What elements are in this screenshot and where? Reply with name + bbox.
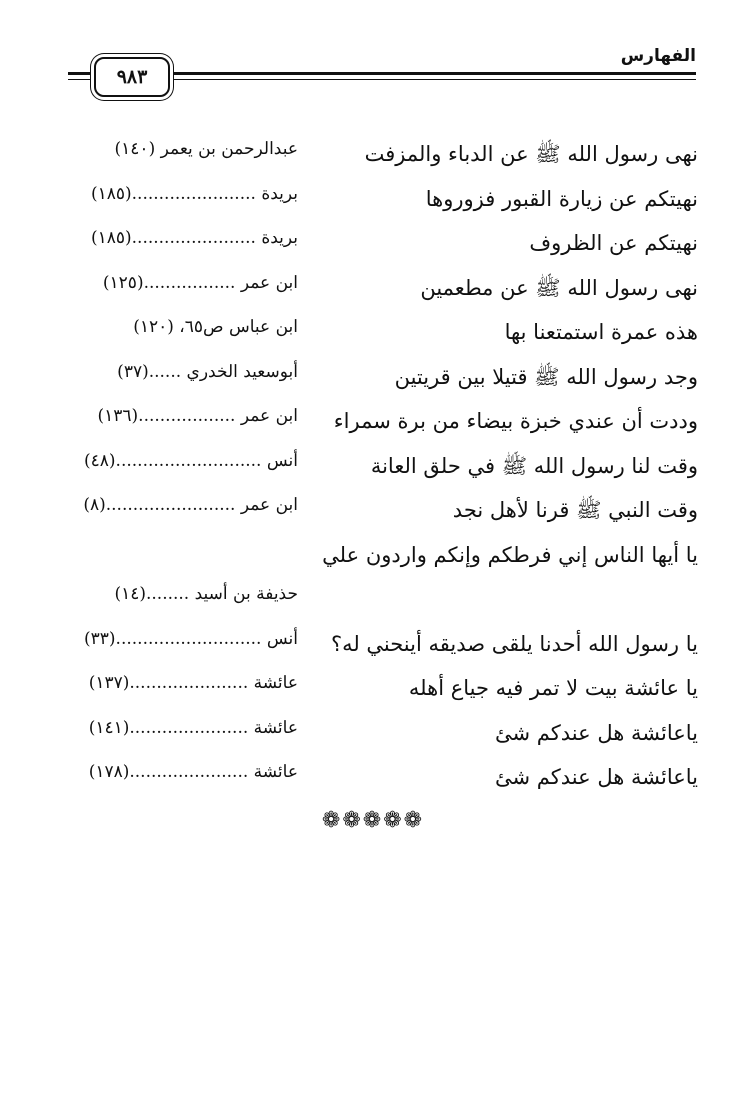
index-row xyxy=(68,262,698,307)
hadith-text: نهيتكم عن زيارة القبور فزوروها xyxy=(425,186,698,211)
hadith-text: نهيتكم عن الظروف xyxy=(529,231,698,255)
index-list xyxy=(68,128,698,796)
index-row xyxy=(68,173,698,218)
narrator-reference: عبدالرحمن بن يعمر (١٤٠) xyxy=(114,139,298,159)
hadith-text: ياعائشة هل عندكم شئ xyxy=(495,765,698,789)
index-row xyxy=(68,618,698,663)
index-row xyxy=(68,306,698,351)
narrator-reference: عائشة ......................(١٤١) xyxy=(88,717,298,738)
index-row xyxy=(68,707,698,752)
hadith-text: وقت لنا رسول الله ﷺ في حلق العانة xyxy=(370,453,698,478)
narrator-reference: بريدة .......................(١٨٥) xyxy=(90,228,298,248)
hadith-text: يا أيها الناس إني فرطكم وإنكم واردون علي xyxy=(322,542,698,567)
hadith-text: وقت النبي ﷺ قرنا لأهل نجد xyxy=(452,498,698,522)
narrator-reference: ابن عباس ص٦٥، (١٢٠) xyxy=(133,317,298,337)
narrator-reference: بريدة .......................(١٨٥) xyxy=(90,183,298,204)
section-title: الفهارس xyxy=(620,46,696,66)
narrator-reference: عائشة ......................(١٣٧) xyxy=(88,673,298,693)
hadith-text: نهى رسول الله ﷺ عن الدباء والمزفت xyxy=(364,142,698,166)
narrator-reference: أنس ...........................(٣٣) xyxy=(84,628,298,649)
narrator-reference: أنس ...........................(٤٨) xyxy=(84,450,298,471)
index-row xyxy=(68,440,698,485)
narrator-reference: أبوسعيد الخدري ......(٣٧) xyxy=(117,361,298,382)
narrator-reference: عائشة ......................(١٧٨) xyxy=(88,762,298,782)
index-row xyxy=(68,128,698,173)
index-row xyxy=(68,484,698,529)
hadith-text: نهى رسول الله ﷺ عن مطعمين xyxy=(420,275,698,300)
hadith-text: وجد رسول الله ﷺ قتيلا بين قريتين xyxy=(394,364,698,389)
index-row xyxy=(68,395,698,440)
flower-ornament-icon: ❁❁❁❁❁ xyxy=(321,808,425,833)
narrator-reference: ابن عمر ..................(١٣٦) xyxy=(97,406,298,426)
narrator-reference: ابن عمر ........................(٨) xyxy=(83,495,298,515)
hadith-text: وددت أن عندي خبزة بيضاء من برة سمراء xyxy=(333,409,698,433)
index-row xyxy=(68,217,698,262)
hadith-text: يا عائشة بيت لا تمر فيه جياع أهله xyxy=(408,676,698,700)
hadith-text: يا رسول الله أحدنا يلقى صديقه أينحني له؟ xyxy=(330,631,698,656)
page-number: ٩٨٣ xyxy=(94,57,170,97)
narrator-reference: حذيفة بن أسيد ........(١٤) xyxy=(114,583,298,604)
narrator-reference: ابن عمر .................(١٢٥) xyxy=(102,272,298,293)
index-row xyxy=(68,351,698,396)
hadith-text: هذه عمرة استمتعنا بها xyxy=(504,320,698,344)
index-row xyxy=(68,751,698,796)
index-row xyxy=(68,662,698,707)
hadith-text: ياعائشة هل عندكم شئ xyxy=(495,720,698,745)
index-row xyxy=(68,529,698,618)
